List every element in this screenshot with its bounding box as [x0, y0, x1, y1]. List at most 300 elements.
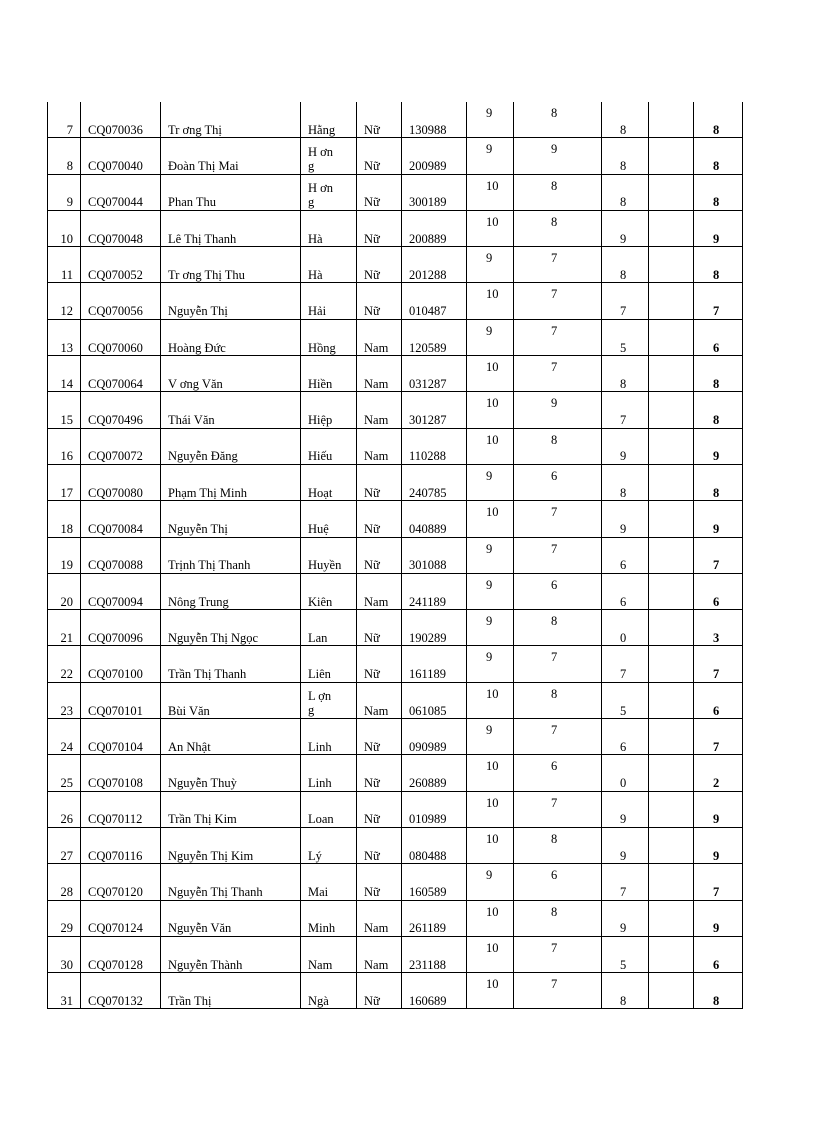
score-2	[514, 682, 602, 718]
empty-cell	[649, 356, 694, 392]
student-surname	[161, 102, 301, 138]
student-given-name	[301, 827, 357, 863]
average-score-text: 9	[713, 522, 720, 537]
score-3-text: 6	[620, 739, 627, 754]
student-id-text: CQ070052	[88, 267, 143, 282]
row-number	[48, 501, 81, 537]
edge-cell	[743, 210, 815, 246]
table-row	[48, 646, 815, 682]
score-3	[602, 210, 649, 246]
average-score	[694, 936, 743, 972]
table-row	[48, 392, 815, 428]
student-dob-text: 061085	[409, 703, 447, 718]
score-1-text: 10	[486, 360, 499, 375]
empty-cell	[649, 719, 694, 755]
student-dob-text: 161189	[409, 667, 447, 682]
score-2-text: 9	[551, 396, 558, 411]
score-1	[467, 573, 514, 609]
student-dob	[402, 755, 467, 791]
average-score	[694, 973, 743, 1009]
average-score-text: 9	[713, 449, 720, 464]
student-given-name-text: Linh	[308, 776, 332, 791]
score-1-text: 9	[486, 614, 493, 629]
edge-cell	[743, 174, 815, 210]
average-score	[694, 610, 743, 646]
row-number-text: 24	[60, 739, 73, 754]
average-score	[694, 356, 743, 392]
score-3-text: 8	[620, 485, 627, 500]
score-1	[467, 791, 514, 827]
score-1-text: 9	[486, 468, 493, 483]
student-id	[81, 210, 161, 246]
student-sex-text: Nữ	[364, 812, 380, 827]
student-sex	[357, 319, 402, 355]
grade-table	[47, 102, 815, 1009]
student-id	[81, 719, 161, 755]
student-id-text: CQ070040	[88, 159, 143, 174]
edge-cell	[743, 356, 815, 392]
student-given-name-text: Kiên	[308, 594, 333, 609]
edge-cell	[743, 428, 815, 464]
student-dob-text: 160689	[409, 993, 447, 1008]
row-number-text: 19	[60, 558, 73, 573]
score-2	[514, 174, 602, 210]
student-id	[81, 138, 161, 174]
student-sex	[357, 646, 402, 682]
student-sex-text: Nữ	[364, 667, 380, 682]
average-score	[694, 573, 743, 609]
edge-cell	[743, 283, 815, 319]
student-sex	[357, 936, 402, 972]
row-number-text: 26	[60, 812, 73, 827]
score-2	[514, 827, 602, 863]
student-surname-text: Trần Thị Thanh	[168, 667, 247, 682]
score-1-text: 9	[486, 323, 493, 338]
score-3-text: 7	[620, 885, 627, 900]
student-dob-text: 040889	[409, 522, 447, 537]
row-number-text: 12	[60, 304, 73, 319]
score-3-text: 8	[620, 376, 627, 391]
student-given-name-text: Ngà	[308, 993, 329, 1008]
score-1	[467, 682, 514, 718]
row-number	[48, 755, 81, 791]
average-score-text: 9	[713, 921, 720, 936]
empty-cell	[649, 755, 694, 791]
average-score-text: 8	[713, 195, 720, 210]
student-id	[81, 102, 161, 138]
score-2-text: 8	[551, 831, 558, 846]
student-surname-text: Nguyễn Thị Ngọc	[168, 630, 259, 645]
student-dob-text: 110288	[409, 449, 447, 464]
student-given-name	[301, 537, 357, 573]
student-given-name-text: Mai	[308, 885, 329, 900]
empty-cell	[649, 138, 694, 174]
edge-cell	[743, 464, 815, 500]
average-score	[694, 102, 743, 138]
row-number-text: 11	[60, 267, 73, 282]
student-given-name	[301, 791, 357, 827]
edge-cell	[743, 537, 815, 573]
student-surname-text: Nguyễn Thị	[168, 522, 228, 537]
student-sex-text: Nam	[364, 594, 389, 609]
student-id-text: CQ070104	[88, 739, 143, 754]
table-row	[48, 537, 815, 573]
student-dob-text: 201288	[409, 267, 447, 282]
row-number	[48, 537, 81, 573]
row-number	[48, 791, 81, 827]
row-number	[48, 646, 81, 682]
score-1	[467, 864, 514, 900]
student-surname	[161, 827, 301, 863]
student-id	[81, 428, 161, 464]
student-surname-text: Đoàn Thị Mai	[168, 159, 239, 174]
average-score	[694, 428, 743, 464]
student-given-name	[301, 174, 357, 210]
student-id-text: CQ070088	[88, 558, 143, 573]
score-1-text: 9	[486, 868, 493, 883]
row-number	[48, 900, 81, 936]
edge-cell	[743, 392, 815, 428]
edge-cell	[743, 138, 815, 174]
empty-cell	[649, 501, 694, 537]
score-1-text: 10	[486, 795, 499, 810]
student-surname-text: Lê Thị Thanh	[168, 231, 237, 246]
score-1-text: 10	[486, 214, 499, 229]
score-3	[602, 936, 649, 972]
student-dob	[402, 646, 467, 682]
student-sex	[357, 102, 402, 138]
row-number-text: 31	[60, 993, 73, 1008]
score-1-text: 9	[486, 106, 493, 120]
average-score-text: 8	[713, 122, 720, 137]
table-row	[48, 936, 815, 972]
student-given-name	[301, 755, 357, 791]
student-sex-text: Nữ	[364, 122, 380, 137]
student-surname-text: Hoàng Đức	[168, 340, 226, 355]
student-id-text: CQ070044	[88, 195, 143, 210]
score-3	[602, 392, 649, 428]
student-dob	[402, 247, 467, 283]
score-1	[467, 719, 514, 755]
student-surname-text: Tr ơng Thị Thu	[168, 267, 245, 282]
average-score-text: 7	[713, 558, 720, 573]
student-id-text: CQ070064	[88, 376, 143, 391]
student-surname	[161, 501, 301, 537]
score-2	[514, 537, 602, 573]
student-given-name	[301, 247, 357, 283]
student-sex	[357, 138, 402, 174]
student-given-name	[301, 936, 357, 972]
student-surname-text: V ơng Văn	[168, 376, 223, 391]
student-surname	[161, 864, 301, 900]
row-number-text: 8	[66, 159, 73, 174]
student-surname-text: Nguyễn Thuỳ	[168, 776, 237, 791]
row-number-text: 21	[60, 630, 73, 645]
student-given-name	[301, 356, 357, 392]
empty-cell	[649, 247, 694, 283]
student-dob-text: 261189	[409, 921, 447, 936]
student-id-text: CQ070096	[88, 630, 143, 645]
student-dob	[402, 174, 467, 210]
student-id-text: CQ070120	[88, 885, 143, 900]
score-2-text: 7	[551, 251, 558, 266]
score-2-text: 8	[551, 614, 558, 629]
edge-cell	[743, 610, 815, 646]
average-score	[694, 682, 743, 718]
table-row	[48, 501, 815, 537]
empty-cell	[649, 392, 694, 428]
score-2	[514, 610, 602, 646]
score-2	[514, 719, 602, 755]
score-1-text: 9	[486, 541, 493, 556]
student-given-name	[301, 464, 357, 500]
student-given-name	[301, 319, 357, 355]
average-score-text: 9	[713, 812, 720, 827]
average-score	[694, 719, 743, 755]
student-given-name-text: Linh	[308, 739, 332, 754]
score-1-text: 10	[486, 396, 499, 411]
score-2-text: 6	[551, 868, 558, 883]
student-surname	[161, 755, 301, 791]
score-1	[467, 356, 514, 392]
student-id	[81, 174, 161, 210]
student-id	[81, 573, 161, 609]
score-3	[602, 428, 649, 464]
edge-cell	[743, 319, 815, 355]
score-1-text: 10	[486, 505, 499, 520]
table-row	[48, 283, 815, 319]
student-surname-text: Nguyễn Đăng	[168, 449, 238, 464]
average-score-text: 7	[713, 304, 720, 319]
student-id-text: CQ070048	[88, 231, 143, 246]
score-1-text: 9	[486, 251, 493, 266]
student-surname	[161, 428, 301, 464]
row-number-text: 20	[60, 594, 73, 609]
student-id	[81, 392, 161, 428]
row-number-text: 25	[60, 776, 73, 791]
student-id	[81, 864, 161, 900]
student-id-text: CQ070132	[88, 993, 143, 1008]
student-sex-text: Nữ	[364, 159, 380, 174]
average-score-text: 8	[713, 485, 720, 500]
student-given-name-text: Minh	[308, 921, 336, 936]
student-given-name-text: Loan	[308, 812, 334, 827]
student-surname	[161, 283, 301, 319]
average-score-text: 6	[713, 594, 720, 609]
student-dob	[402, 428, 467, 464]
score-3-text: 7	[620, 667, 627, 682]
student-dob-text: 200889	[409, 231, 447, 246]
score-1	[467, 283, 514, 319]
row-number	[48, 428, 81, 464]
student-given-name-text: L ợn g	[308, 689, 332, 718]
row-number-text: 14	[60, 376, 73, 391]
student-sex-text: Nam	[364, 703, 389, 718]
student-given-name-text: Hiếu	[308, 449, 333, 464]
score-3	[602, 174, 649, 210]
score-3-text: 8	[620, 159, 627, 174]
student-dob-text: 301088	[409, 558, 447, 573]
edge-cell	[743, 501, 815, 537]
student-surname-text: Nguyễn Thị	[168, 304, 228, 319]
score-3-text: 9	[620, 848, 627, 863]
student-given-name-text: Hà	[308, 231, 323, 246]
student-dob-text: 120589	[409, 340, 447, 355]
score-2-text: 7	[551, 541, 558, 556]
empty-cell	[649, 682, 694, 718]
student-surname	[161, 900, 301, 936]
student-given-name-text: Hồng	[308, 340, 336, 355]
student-sex-text: Nam	[364, 376, 389, 391]
score-1	[467, 973, 514, 1009]
score-3	[602, 900, 649, 936]
empty-cell	[649, 610, 694, 646]
student-dob-text: 010487	[409, 304, 447, 319]
average-score-text: 6	[713, 340, 720, 355]
student-surname-text: Nguyễn Thành	[168, 957, 243, 972]
average-score	[694, 755, 743, 791]
table-body	[48, 102, 815, 1009]
score-2	[514, 102, 602, 138]
score-3	[602, 319, 649, 355]
student-id-text: CQ070100	[88, 667, 143, 682]
student-dob-text: 241189	[409, 594, 447, 609]
table-row	[48, 247, 815, 283]
student-sex-text: Nữ	[364, 558, 380, 573]
average-score-text: 8	[713, 993, 720, 1008]
score-2-text: 9	[551, 142, 558, 157]
student-id-text: CQ070094	[88, 594, 143, 609]
student-sex	[357, 573, 402, 609]
student-dob	[402, 719, 467, 755]
student-id-text: CQ070072	[88, 449, 143, 464]
row-number-text: 22	[60, 667, 73, 682]
score-1-text: 10	[486, 178, 499, 193]
score-1	[467, 900, 514, 936]
empty-cell	[649, 174, 694, 210]
score-2	[514, 138, 602, 174]
student-sex	[357, 501, 402, 537]
student-dob-text: 300189	[409, 195, 447, 210]
score-3	[602, 610, 649, 646]
row-number	[48, 464, 81, 500]
edge-cell	[743, 646, 815, 682]
student-dob	[402, 392, 467, 428]
score-3-text: 7	[620, 413, 627, 428]
student-surname-text: An Nhật	[168, 739, 211, 754]
student-dob-text: 031287	[409, 376, 447, 391]
student-given-name	[301, 719, 357, 755]
edge-cell	[743, 755, 815, 791]
score-1-text: 9	[486, 577, 493, 592]
score-1-text: 10	[486, 940, 499, 955]
student-dob	[402, 610, 467, 646]
score-2	[514, 936, 602, 972]
score-2	[514, 392, 602, 428]
edge-cell	[743, 102, 815, 138]
score-1-text: 10	[486, 831, 499, 846]
score-2-text: 8	[551, 106, 558, 120]
score-3	[602, 501, 649, 537]
average-score-text: 3	[713, 630, 720, 645]
score-3-text: 9	[620, 449, 627, 464]
student-surname-text: Nguyễn Văn	[168, 921, 232, 936]
student-surname-text: Trần Thị Kim	[168, 812, 237, 827]
student-surname	[161, 973, 301, 1009]
score-2	[514, 356, 602, 392]
student-sex	[357, 247, 402, 283]
average-score-text: 8	[713, 267, 720, 282]
score-2-text: 8	[551, 686, 558, 701]
row-number-text: 15	[60, 413, 73, 428]
student-given-name	[301, 102, 357, 138]
student-surname	[161, 646, 301, 682]
average-score	[694, 174, 743, 210]
student-given-name-text: H ơn g	[308, 144, 334, 173]
average-score-text: 7	[713, 885, 720, 900]
average-score-text: 7	[713, 667, 720, 682]
average-score	[694, 537, 743, 573]
student-given-name-text: Hằng	[308, 122, 336, 137]
score-2	[514, 864, 602, 900]
student-dob	[402, 319, 467, 355]
student-id	[81, 827, 161, 863]
score-3-text: 8	[620, 267, 627, 282]
student-sex-text: Nữ	[364, 195, 380, 210]
score-2-text: 7	[551, 977, 558, 992]
table-row	[48, 210, 815, 246]
student-id-text: CQ070496	[88, 413, 143, 428]
table-row	[48, 610, 815, 646]
row-number	[48, 682, 81, 718]
average-score-text: 8	[713, 159, 720, 174]
student-dob	[402, 936, 467, 972]
student-sex-text: Nữ	[364, 630, 380, 645]
student-sex	[357, 428, 402, 464]
row-number-text: 7	[66, 122, 73, 137]
empty-cell	[649, 210, 694, 246]
student-dob	[402, 210, 467, 246]
student-surname-text: Bùi Văn	[168, 703, 210, 718]
student-dob-text: 080488	[409, 848, 447, 863]
student-sex-text: Nữ	[364, 739, 380, 754]
student-id	[81, 501, 161, 537]
score-1	[467, 138, 514, 174]
score-1	[467, 936, 514, 972]
score-2	[514, 646, 602, 682]
table-row	[48, 573, 815, 609]
student-dob-text: 190289	[409, 630, 447, 645]
score-2	[514, 755, 602, 791]
student-sex-text: Nữ	[364, 231, 380, 246]
score-1	[467, 501, 514, 537]
student-given-name-text: Hiệp	[308, 413, 333, 428]
student-surname-text: Trần Thị	[168, 993, 212, 1008]
row-number	[48, 210, 81, 246]
student-given-name	[301, 392, 357, 428]
student-dob	[402, 864, 467, 900]
score-2-text: 8	[551, 214, 558, 229]
score-2	[514, 283, 602, 319]
student-given-name	[301, 283, 357, 319]
score-3-text: 5	[620, 703, 627, 718]
score-1-text: 10	[486, 759, 499, 774]
student-id-text: CQ070112	[88, 812, 143, 827]
empty-cell	[649, 646, 694, 682]
row-number	[48, 138, 81, 174]
average-score	[694, 210, 743, 246]
row-number	[48, 319, 81, 355]
